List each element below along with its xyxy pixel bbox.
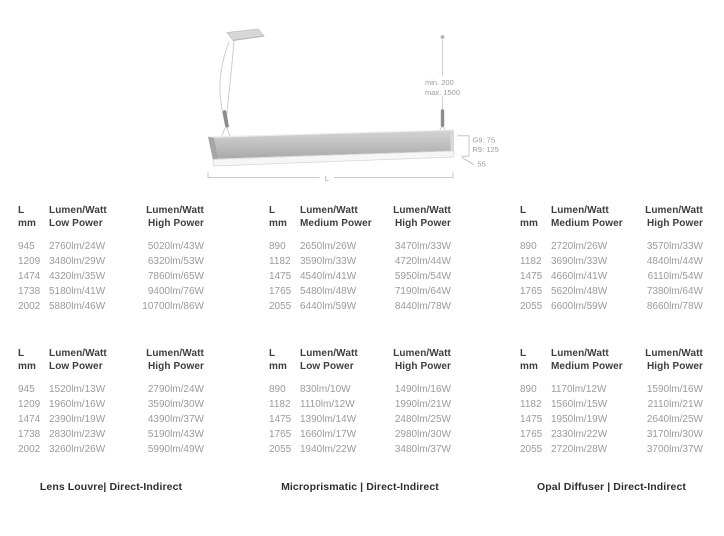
length-dimension-line (208, 173, 453, 179)
spec-table-microprismatic-high (269, 205, 451, 314)
cell-length: 2055 (520, 444, 543, 455)
cell-output-1: 1940lm/22W (300, 444, 357, 455)
header-lumen-watt: Lumen/Watt (300, 205, 358, 216)
table-row (520, 299, 703, 314)
dim-r9-label: R9: 125 (472, 145, 499, 154)
cell-output-1: 4660lm/41W (551, 271, 608, 282)
cell-output-1: 5620lm/48W (551, 286, 608, 297)
header-length: L (520, 205, 527, 216)
table-header (520, 348, 703, 373)
cell-output-1: 5480lm/48W (300, 286, 357, 297)
cell-output-2: 5950lm/54W (394, 271, 451, 282)
table-header (269, 205, 451, 230)
table-row (269, 412, 451, 427)
cell-length: 1738 (18, 286, 41, 297)
cell-output-2: 4390lm/37W (147, 414, 204, 425)
cell-output-2: 4720lm/44W (394, 256, 451, 267)
cell-output-2: 3570lm/33W (646, 241, 703, 252)
header-power-mode: Low Power (300, 360, 354, 372)
spec-table-opal-low (520, 348, 703, 457)
table-row (520, 382, 703, 397)
header-lumen-watt: Lumen/Watt (645, 348, 703, 359)
table-row (269, 442, 451, 457)
cell-output-1: 3480lm/29W (49, 256, 106, 267)
header-lumen-watt: Lumen/Watt (645, 205, 703, 216)
cell-length: 1738 (18, 429, 41, 440)
cell-length: 1765 (269, 429, 292, 440)
header-power-mode: High Power (646, 360, 703, 372)
suspension-min-label: min. 200 (425, 78, 454, 87)
table-row (520, 442, 703, 457)
cell-length: 945 (18, 384, 35, 395)
cell-output-2: 2980lm/30W (394, 429, 451, 440)
cell-length: 1182 (520, 256, 542, 267)
cell-output-2: 3700lm/37W (646, 444, 703, 455)
cell-output-1: 1110lm/12W (300, 399, 355, 410)
table-row (520, 412, 703, 427)
table-row (18, 299, 204, 314)
header-unit: mm (269, 217, 287, 229)
table-row (18, 284, 204, 299)
cell-output-2: 5990lm/49W (147, 444, 204, 455)
table-row (18, 427, 204, 442)
header-lumen-watt: Lumen/Watt (300, 348, 358, 359)
header-power-mode: High Power (147, 217, 204, 229)
header-power-mode: Low Power (49, 360, 103, 372)
table-body (18, 239, 204, 314)
cell-length: 1209 (18, 399, 41, 410)
table-body (269, 239, 451, 314)
cell-length: 1475 (520, 271, 543, 282)
table-row (269, 284, 451, 299)
table-body (18, 382, 204, 457)
table-header (269, 348, 451, 373)
cell-output-1: 1520lm/13W (49, 384, 106, 395)
header-lumen-watt: Lumen/Watt (551, 348, 609, 359)
spec-table-lens-louvre-low (18, 348, 204, 457)
cell-length: 1182 (269, 256, 291, 267)
table-row (269, 299, 451, 314)
cell-length: 2002 (18, 444, 41, 455)
header-unit: mm (520, 360, 538, 372)
cell-length: 1765 (520, 286, 543, 297)
cell-output-1: 5880lm/46W (49, 301, 106, 312)
dim-diffuser-label: 55 (477, 159, 486, 169)
cell-output-2: 3470lm/33W (394, 241, 451, 252)
table-row (520, 284, 703, 299)
cell-output-1: 2720lm/28W (551, 444, 608, 455)
cell-output-1: 1950lm/19W (551, 414, 608, 425)
cable-gripper-left (225, 112, 228, 126)
suspension-cable-left-2 (227, 41, 235, 124)
cell-output-1: 1390lm/14W (300, 414, 357, 425)
spec-table-lens-louvre-high (18, 205, 204, 314)
header-length: L (520, 348, 527, 359)
header-power-mode: High Power (394, 217, 451, 229)
table-row (18, 239, 204, 254)
header-lumen-watt: Lumen/Watt (393, 205, 451, 216)
cell-output-2: 6110lm/54W (647, 271, 703, 282)
cell-output-2: 2790lm/24W (147, 384, 204, 395)
table-row (18, 397, 204, 412)
cell-length: 1475 (269, 414, 292, 425)
cell-output-2: 7380lm/64W (646, 286, 703, 297)
cell-output-2: 2110lm/21W (647, 399, 703, 410)
table-row (18, 269, 204, 284)
cell-output-2: 1490lm/16W (394, 384, 451, 395)
cell-length: 2055 (269, 444, 292, 455)
table-row (269, 239, 451, 254)
cell-output-1: 2390lm/19W (49, 414, 106, 425)
cell-output-2: 2640lm/25W (646, 414, 703, 425)
header-power-mode: High Power (147, 360, 204, 372)
cell-output-1: 2830lm/23W (49, 429, 106, 440)
table-header (520, 205, 703, 230)
fixture-end-cap-right (450, 131, 454, 152)
cell-length: 1474 (18, 271, 41, 282)
header-power-mode: Medium Power (551, 360, 623, 372)
cell-length: 890 (269, 384, 286, 395)
header-length: L (18, 348, 25, 359)
cell-output-1: 6440lm/59W (300, 301, 357, 312)
cell-output-2: 7190lm/64W (394, 286, 451, 297)
cell-output-2: 1590lm/16W (646, 384, 703, 395)
cell-length: 890 (520, 241, 537, 252)
cell-output-1: 1170lm/12W (551, 384, 607, 395)
header-lumen-watt: Lumen/Watt (49, 205, 107, 216)
suspension-max-label: max. 1500 (425, 88, 461, 97)
caption-lens-louvre: Lens Louvre| Direct-Indirect (39, 481, 183, 493)
header-power-mode: High Power (646, 217, 703, 229)
cell-length: 1475 (520, 414, 543, 425)
table-body (269, 382, 451, 457)
cell-output-2: 3170lm/30W (646, 429, 703, 440)
cell-output-1: 3690lm/33W (551, 256, 608, 267)
header-power-mode: High Power (394, 360, 451, 372)
height-dimension-bracket (458, 136, 470, 156)
cell-output-1: 830lm/10W (300, 384, 351, 395)
cell-length: 890 (269, 241, 286, 252)
cell-output-1: 6600lm/59W (551, 301, 608, 312)
cell-length: 1475 (269, 271, 292, 282)
header-length: L (18, 205, 25, 216)
header-power-mode: Low Power (49, 217, 103, 229)
table-row (520, 254, 703, 269)
cell-length: 890 (520, 384, 537, 395)
spec-table-microprismatic-low (269, 348, 451, 457)
cell-output-1: 4320lm/35W (49, 271, 106, 282)
header-length: L (269, 205, 276, 216)
table-row (269, 382, 451, 397)
header-power-mode: Medium Power (300, 217, 372, 229)
table-row (520, 269, 703, 284)
cell-output-2: 8660lm/78W (646, 301, 703, 312)
table-row (269, 427, 451, 442)
cell-output-1: 2720lm/26W (551, 241, 608, 252)
table-row (520, 239, 703, 254)
cell-length: 1182 (520, 399, 542, 410)
header-lumen-watt: Lumen/Watt (49, 348, 107, 359)
cell-output-2: 2480lm/25W (394, 414, 451, 425)
cell-output-2: 1990lm/21W (394, 399, 451, 410)
cell-output-2: 9400lm/76W (147, 286, 204, 297)
cell-output-1: 2650lm/26W (300, 241, 357, 252)
cell-output-1: 5180lm/41W (49, 286, 106, 297)
cell-output-2: 3590lm/30W (147, 399, 204, 410)
cell-output-1: 1660lm/17W (300, 429, 357, 440)
cell-length: 2055 (520, 301, 543, 312)
header-unit: mm (18, 217, 36, 229)
table-header (18, 205, 204, 230)
table-row (520, 397, 703, 412)
table-row (269, 269, 451, 284)
table-row (520, 427, 703, 442)
header-length: L (269, 348, 276, 359)
table-row (269, 254, 451, 269)
cell-length: 1182 (269, 399, 291, 410)
table-row (18, 442, 204, 457)
header-lumen-watt: Lumen/Watt (551, 205, 609, 216)
caption-microprismatic: Microprismatic | Direct-Indirect (281, 481, 439, 493)
table-row (269, 397, 451, 412)
header-unit: mm (18, 360, 36, 372)
dim-g9-label: G9: 75 (472, 135, 496, 145)
cell-length: 1209 (18, 256, 41, 267)
diffuser-dimension-leader (462, 158, 474, 165)
cell-length: 2002 (18, 301, 41, 312)
cell-output-2: 6320lm/53W (147, 256, 204, 267)
cell-output-1: 3260lm/26W (49, 444, 106, 455)
cell-length: 2055 (269, 301, 292, 312)
cell-output-2: 4840lm/44W (646, 256, 703, 267)
ceiling-anchor-dot (441, 35, 445, 39)
header-lumen-watt: Lumen/Watt (393, 348, 451, 359)
header-power-mode: Medium Power (551, 217, 623, 229)
header-unit: mm (269, 360, 287, 372)
cell-output-1: 2330lm/22W (551, 429, 608, 440)
cell-output-1: 4540lm/41W (300, 271, 357, 282)
table-body (520, 382, 703, 457)
cell-length: 945 (18, 241, 35, 252)
cell-output-1: 1960lm/16W (49, 399, 106, 410)
luminaire-technical-drawing (0, 0, 724, 200)
table-row (18, 412, 204, 427)
cell-output-1: 2760lm/24W (49, 241, 106, 252)
cell-length: 1765 (269, 286, 292, 297)
table-body (520, 239, 703, 314)
header-lumen-watt: Lumen/Watt (146, 348, 204, 359)
header-lumen-watt: Lumen/Watt (146, 205, 204, 216)
dim-length-label: L (324, 173, 330, 183)
cell-output-2: 8440lm/78W (394, 301, 451, 312)
cell-length: 1765 (520, 429, 543, 440)
spec-table-opal-high (520, 205, 703, 314)
table-header (18, 348, 204, 373)
cell-output-2: 5190lm/43W (147, 429, 204, 440)
cell-output-2: 7860lm/65W (147, 271, 204, 282)
caption-opal-diffuser: Opal Diffuser | Direct-Indirect (537, 481, 686, 493)
cell-output-2: 10700lm/86W (142, 301, 204, 312)
cell-output-2: 3480lm/37W (394, 444, 451, 455)
table-row (18, 382, 204, 397)
cell-length: 1474 (18, 414, 41, 425)
cell-output-2: 5020lm/43W (147, 241, 204, 252)
header-unit: mm (520, 217, 538, 229)
cell-output-1: 3590lm/33W (300, 256, 357, 267)
cell-output-1: 1560lm/15W (551, 399, 608, 410)
table-row (18, 254, 204, 269)
